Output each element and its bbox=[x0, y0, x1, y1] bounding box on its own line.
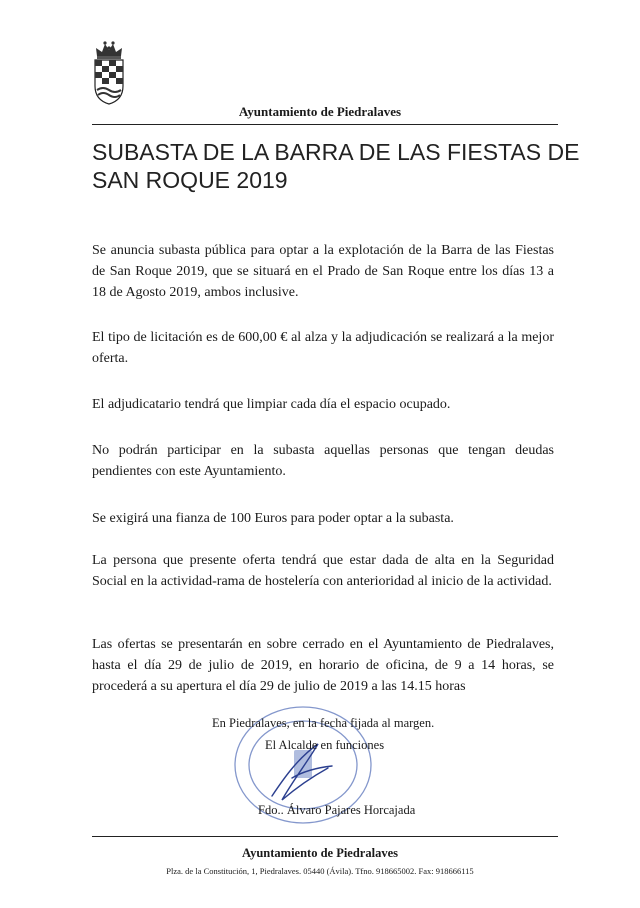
paragraph-social-security: La persona que presente oferta tendrá que estar dada de alta en la Seguridad Social en la actividad-rama de hostelería con anterioridad al inicio de la actividad. bbox=[92, 553, 554, 589]
footer-address: Plza. de la Constitución, 1, Piedralaves. 05440 (Ávila). Tfno. 918665002. Fax: 918666115 bbox=[166, 866, 474, 876]
paragraph-debts: No podrán participar en la subasta aquellas personas que tengan deudas pendientes con este Ayuntamiento. bbox=[92, 443, 554, 479]
document-title: SUBASTA DE LA BARRA DE LAS FIESTAS DE SAN ROQUE 2019 bbox=[92, 139, 580, 193]
signature-role: El Alcalde en funciones bbox=[265, 738, 385, 752]
coat-of-arms-logo bbox=[92, 40, 126, 106]
paragraph-cleaning: El adjudicatario tendrá que limpiar cada día el espacio ocupado. bbox=[92, 397, 451, 412]
paragraph-offers: Las ofertas se presentarán en sobre cerrado en el Ayuntamiento de Piedralaves, hasta el día 29 de julio de 2019, en horario de oficina, de 9 a 14 horas, se procederá a su apertura el día 29 de julio de 2019 a las 14.15 horas bbox=[92, 637, 554, 694]
paragraph-announcement: Se anuncia subasta pública para optar a la explotación de la Barra de las Fiestas de San Roque 2019, que se situará en el Prado de San Roque entre los días 13 a 18 de Agosto 2019, ambos inclusive. bbox=[92, 243, 554, 300]
signature-name: Fdo.. Álvaro Pajares Horcajada bbox=[258, 803, 416, 817]
header-organization: Ayuntamiento de Piedralaves bbox=[238, 104, 402, 119]
footer-divider bbox=[92, 836, 558, 837]
header-divider bbox=[92, 124, 558, 125]
paragraph-bid-price: El tipo de licitación es de 600,00 € al alza y la adjudicación se realizará a la mejor oferta. bbox=[92, 330, 554, 366]
footer-organization: Ayuntamiento de Piedralaves bbox=[241, 846, 398, 860]
paragraph-deposit: Se exigirá una fianza de 100 Euros para poder optar a la subasta. bbox=[92, 511, 454, 526]
signature-place-date: En Piedralaves, en la fecha fijada al margen. bbox=[212, 716, 435, 730]
